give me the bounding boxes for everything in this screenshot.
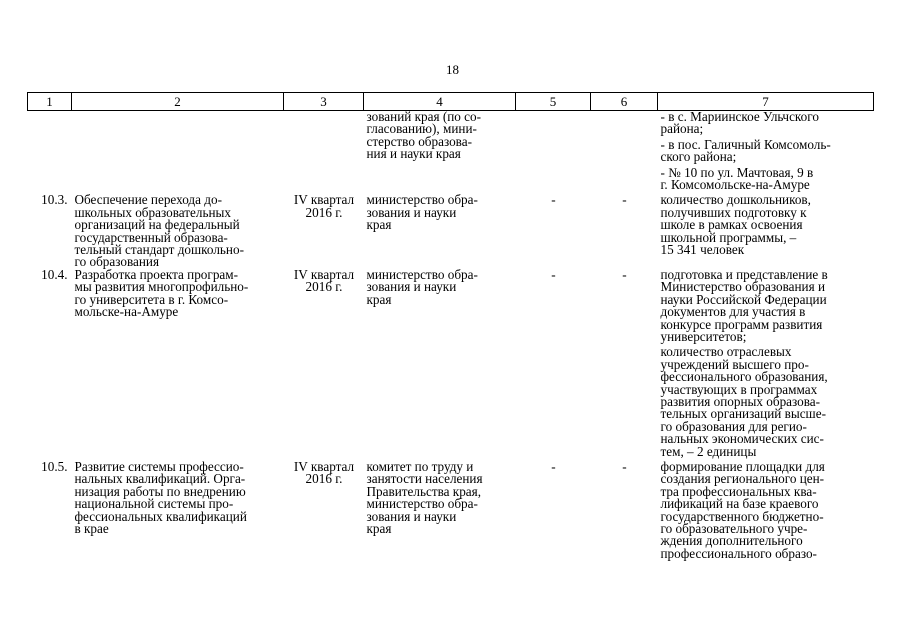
row-term: IV квартал 2016 г. xyxy=(293,458,355,487)
row-activity: Развитие системы профессио- нальных квалификаций. Орга- низация работы по внедрению национальной системы про- фессиональных квалификаций в крае xyxy=(74,458,247,536)
continuation-row xyxy=(28,111,874,195)
row-result: количество дошкольников, получивших подготовку к школе в рамках освоения школьной программы, – 15 341 человек xyxy=(660,192,811,258)
row-activity: Разработка проекта програм- мы развития многопрофильно- го университета в г. Комсо- мольске-на-Амуре xyxy=(74,266,249,320)
header-row xyxy=(28,93,874,111)
row-col6: - xyxy=(622,192,627,208)
header-col-4: 4 xyxy=(364,93,516,111)
row-number: 10.3. xyxy=(41,192,68,208)
cont-result-3: - № 10 по ул. Мачтовая, 9 в г. Комсомольске-на-Амуре xyxy=(660,164,814,193)
header-col-2: 2 xyxy=(72,93,284,111)
row-result-2: количество отраслевых учреждений высшего про- фессионального образования, участвующих в программах развития опорных образова- тельных организаций высше- го образования для регио- нальных экономических сис- тем, – 2 единицы xyxy=(660,344,828,459)
row-number: 10.4. xyxy=(41,266,68,282)
plan-table xyxy=(27,92,874,563)
row-col5: - xyxy=(551,266,556,282)
header-col-7: 7 xyxy=(658,93,874,111)
cont-executor: зований края (по со- гласованию), мини- стерство образова- ния и науки края xyxy=(366,109,481,162)
row-col5: - xyxy=(551,458,556,474)
cont-result-1: - в с. Мариинское Ульчского района; xyxy=(660,109,819,137)
row-activity: Обеспечение перехода до- школьных образовательных организаций на федеральный государственный образова- тельный стандарт дошкольно- го образования xyxy=(74,192,244,270)
row-executor: комитет по труду и занятости населения Правительства края, министерство обра- зования и науки края xyxy=(366,458,483,536)
row-result: формирование площадки для создания регионального цен- тра профессиональных ква- лификаций на базе краевого государственного бюджетно- го образовательного учре- ждения дополнительного профессионального образо- xyxy=(660,458,825,561)
header-col-5: 5 xyxy=(516,93,591,111)
page-number: 18 xyxy=(446,62,459,77)
header-col-1: 1 xyxy=(28,93,72,111)
row-term: IV квартал 2016 г. xyxy=(293,266,355,295)
row-col5: - xyxy=(551,192,556,208)
table-row-10-5 xyxy=(28,461,874,563)
row-col6: - xyxy=(622,266,627,282)
cont-result-2: - в пос. Галичный Комсомоль- ского района; xyxy=(660,136,831,165)
header-col-3: 3 xyxy=(284,93,364,111)
row-result-1: подготовка и представление в Министерство образования и науки Российской Федерации документов для участия в конкурсе программ развития университетов; xyxy=(660,266,828,344)
table-row-10-4 xyxy=(28,269,874,461)
row-executor: министерство обра- зования и науки края xyxy=(366,192,478,233)
row-col6: - xyxy=(622,458,627,474)
row-number: 10.5. xyxy=(41,458,68,474)
table-row-10-3 xyxy=(28,194,874,268)
row-term: IV квартал 2016 г. xyxy=(293,192,355,220)
row-executor: министерство обра- зования и науки края xyxy=(366,266,478,307)
header-col-6: 6 xyxy=(591,93,658,111)
